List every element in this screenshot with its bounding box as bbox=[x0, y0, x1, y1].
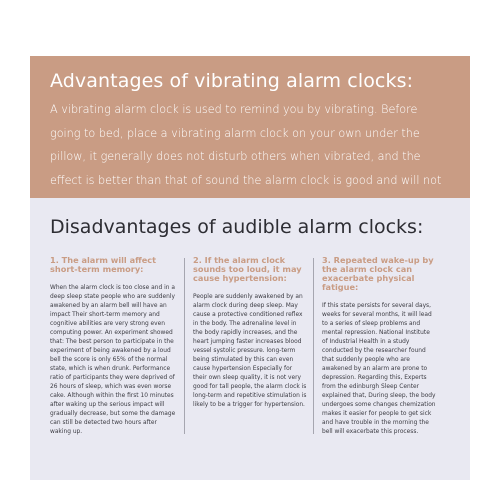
advantages-title: Advantages of vibrating alarm clocks: bbox=[50, 70, 414, 92]
disadvantages-columns bbox=[50, 256, 456, 446]
disadvantage-column-1 bbox=[50, 256, 184, 446]
disadvantage-column-3 bbox=[314, 256, 442, 446]
disadvantage-column-2 bbox=[185, 256, 313, 446]
disadvantage-heading-1: 1. The alarm will affect short-term memory: bbox=[50, 255, 157, 274]
disadvantage-body-3: If this state persists for several days, weeks for several months, it will lead to a series of sleep problems and mental repression. National Institute of Industrial Health in a study conducted by the researcher found that suddenly people who are awakened by an alarm are prone to depression. Regarding this, Experts from the edinburgh Sleep Center explained that, During sleep, the body undergoes some changes chemization makes it easier for people to get sick and have trouble in the morning the bell will exacerbate this process. bbox=[322, 303, 436, 435]
advantages-text: A vibrating alarm clock is used to remind you by vibrating. Before going to bed, place a vibrating alarm clock on your own under the pillow, it generally does not disturb others when vibrated, and the effect is better than that of sound the alarm clock is good and will not bbox=[50, 103, 442, 187]
advantages-panel bbox=[30, 56, 470, 198]
disadvantages-panel bbox=[30, 198, 470, 480]
disadvantage-body-1: When the alarm clock is too close and in a deep sleep state people who are suddenly awakened by an alarm bell will have an impact Their short-term memory and cognitive abilities are very strong even computing power. An experiment showed that: The best person to participate in the experiment of being awakened by a loud bell the score is only 65% of the normal state, which is when drunk. Performance ratio of participants they were deprived of 26 hours of sleep, which was even worse cake. Although within the first 10 minutes after waking up the serious impact will gradually decrease, but some the damage can still be detected two hours after waking up. bbox=[50, 285, 176, 435]
disadvantage-heading-2: 2. If the alarm clock sounds too loud, it may cause hypertension: bbox=[193, 255, 302, 283]
disadvantage-body-2: People are suddenly awakened by an alarm clock during deep sleep. May cause a protective conditioned reflex in the body. The adrenaline level in the body rapidly increases, and the heart jumping faster increases blood vessel systolic pressure. long-term being stimulated by this can even cause hypertension Especially for their own sleep quality, it is not very good for tall people, the alarm clock is long-term and repetitive stimulation is likely to be a trigger for hypertension. bbox=[193, 294, 307, 408]
disadvantage-heading-3: 3. Repeated wake-up by the alarm clock can exacerbate physical fatigue: bbox=[322, 255, 434, 292]
disadvantages-title: Disadvantages of audible alarm clocks: bbox=[50, 216, 424, 238]
